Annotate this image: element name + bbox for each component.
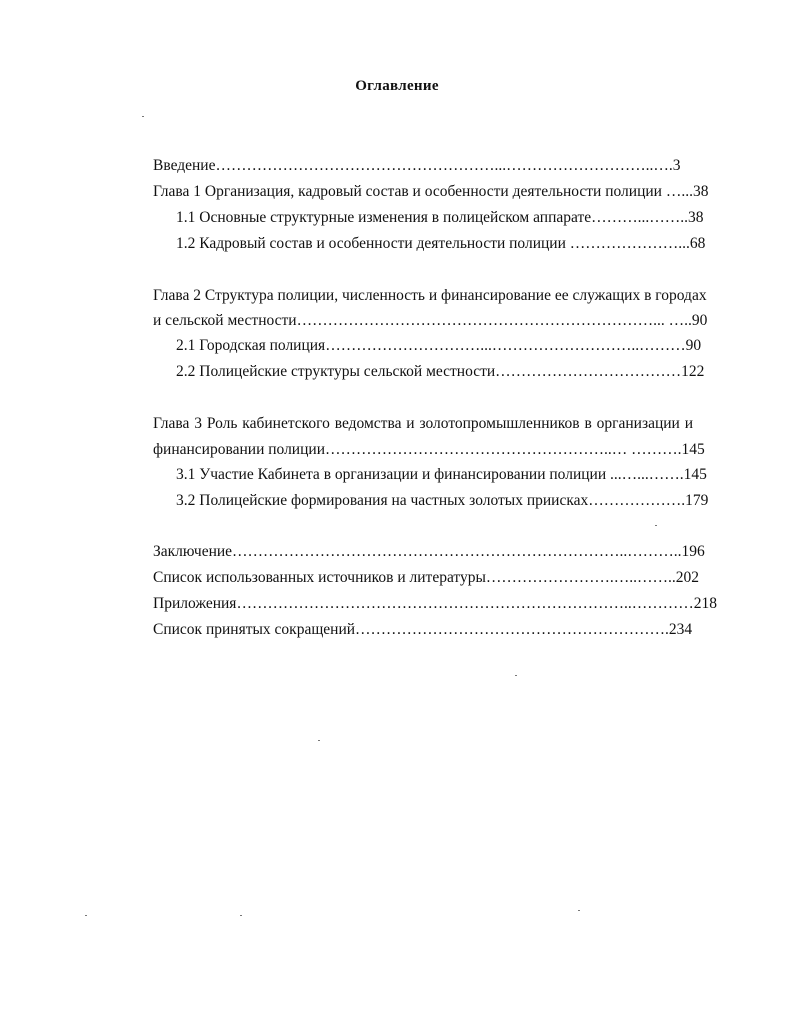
toc-entry-section-3-1[interactable]: 3.1 Участие Кабинета в организации и финансировании полиции ...…...…….145 [176, 466, 707, 483]
toc-entry-chapter-3-continued[interactable]: финансировании полиции………………………………………………..… ……….145 [153, 441, 705, 458]
toc-entry-section-2-2[interactable]: 2.2 Полицейские структуры сельской местности………………………………122 [176, 363, 705, 380]
toc-entry-conclusion[interactable]: Заключение…………………………………………………………………..………..196 [153, 543, 705, 560]
toc-entry-abbreviations[interactable]: Список принятых сокращений…………………………………………………….234 [153, 621, 693, 638]
toc-entry-section-1-1[interactable]: 1.1 Основные структурные изменения в полицейском аппарате………...……..38 [176, 209, 704, 226]
toc-entry-chapter-2-continued[interactable]: и сельской местности……………………………………………………………... …..90 [153, 312, 708, 329]
toc-entry-chapter-2[interactable]: Глава 2 Структура полиции, численность и финансирование ее служащих в городах [153, 287, 707, 304]
toc-entry-section-1-2[interactable]: 1.2 Кадровый состав и особенности деятельности полиции …………………...68 [176, 235, 706, 252]
scan-speck [655, 525, 657, 526]
scan-speck [515, 675, 517, 676]
toc-entry-chapter-1[interactable]: Глава 1 Организация, кадровый состав и особенности деятельности полиции …...38 [153, 183, 709, 200]
scan-speck [318, 740, 320, 741]
toc-entry-section-3-2[interactable]: 3.2 Полицейские формирования на частных золотых приисках……………….179 [176, 492, 709, 509]
toc-entry-introduction[interactable]: Введение………………………………………………...………………………..….3 [153, 157, 681, 174]
toc-entry-sources[interactable]: Список использованных источников и литературы…………………….…..……..202 [153, 569, 700, 586]
scan-speck [578, 910, 580, 911]
scan-speck [85, 915, 87, 916]
page-title: Оглавление [355, 78, 439, 94]
toc-entry-chapter-3[interactable]: Глава 3 Роль кабинетского ведомства и золотопромышленников в организации и [153, 415, 693, 432]
toc-entry-section-2-1[interactable]: 2.1 Городская полиция…………………………...………………………..………90 [176, 337, 702, 354]
scan-speck [240, 915, 242, 916]
toc-entry-appendices[interactable]: Приложения…………………………………………………………………..…………218 [153, 595, 717, 612]
scan-speck [142, 116, 144, 117]
